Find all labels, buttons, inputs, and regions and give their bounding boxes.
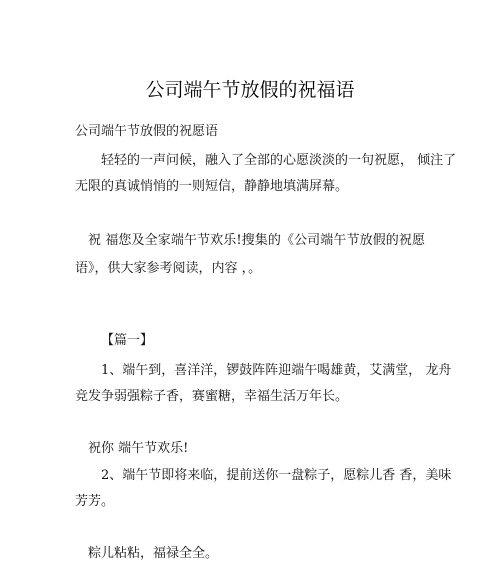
paragraph-line-6: 竞发争弱强粽子香，赛蜜糖，幸福生活万年长。 <box>75 389 349 404</box>
paragraph-line-10: 粽儿粘粘，福禄全全。 <box>88 546 219 561</box>
paragraph-line-9: 芳芳。 <box>75 494 115 509</box>
paragraph-line-4: 语》，供大家参考阅读，内容 ，。 <box>75 261 262 276</box>
paragraph-line-1: 轻轻的一声问候，融入了全部的心愿淡淡的一句祝愿， 倾注了 <box>101 153 457 168</box>
document-subtitle: 公司端午节放假的祝愿语 <box>75 124 219 139</box>
document-title: 公司端午节放假的祝福语 <box>145 79 355 101</box>
paragraph-line-7: 祝你 端午节欢乐! <box>88 441 189 456</box>
paragraph-line-3: 祝 福您及全家端午节欢乐!搜集的《公司端午节放假的祝愿 <box>88 233 425 248</box>
paragraph-line-8: 2、端午节即将来临，提前送你一盘粽子，愿粽儿香 香，美味 <box>101 468 452 483</box>
paragraph-line-5: 1、端午到，喜洋洋，锣鼓阵阵迎端午喝雄黄，艾满堂， 龙舟 <box>101 363 452 378</box>
paragraph-line-2: 无限的真诚悄悄的一则短信，静静地填满屏幕。 <box>75 179 349 194</box>
section-heading: 【篇一】 <box>101 333 154 348</box>
